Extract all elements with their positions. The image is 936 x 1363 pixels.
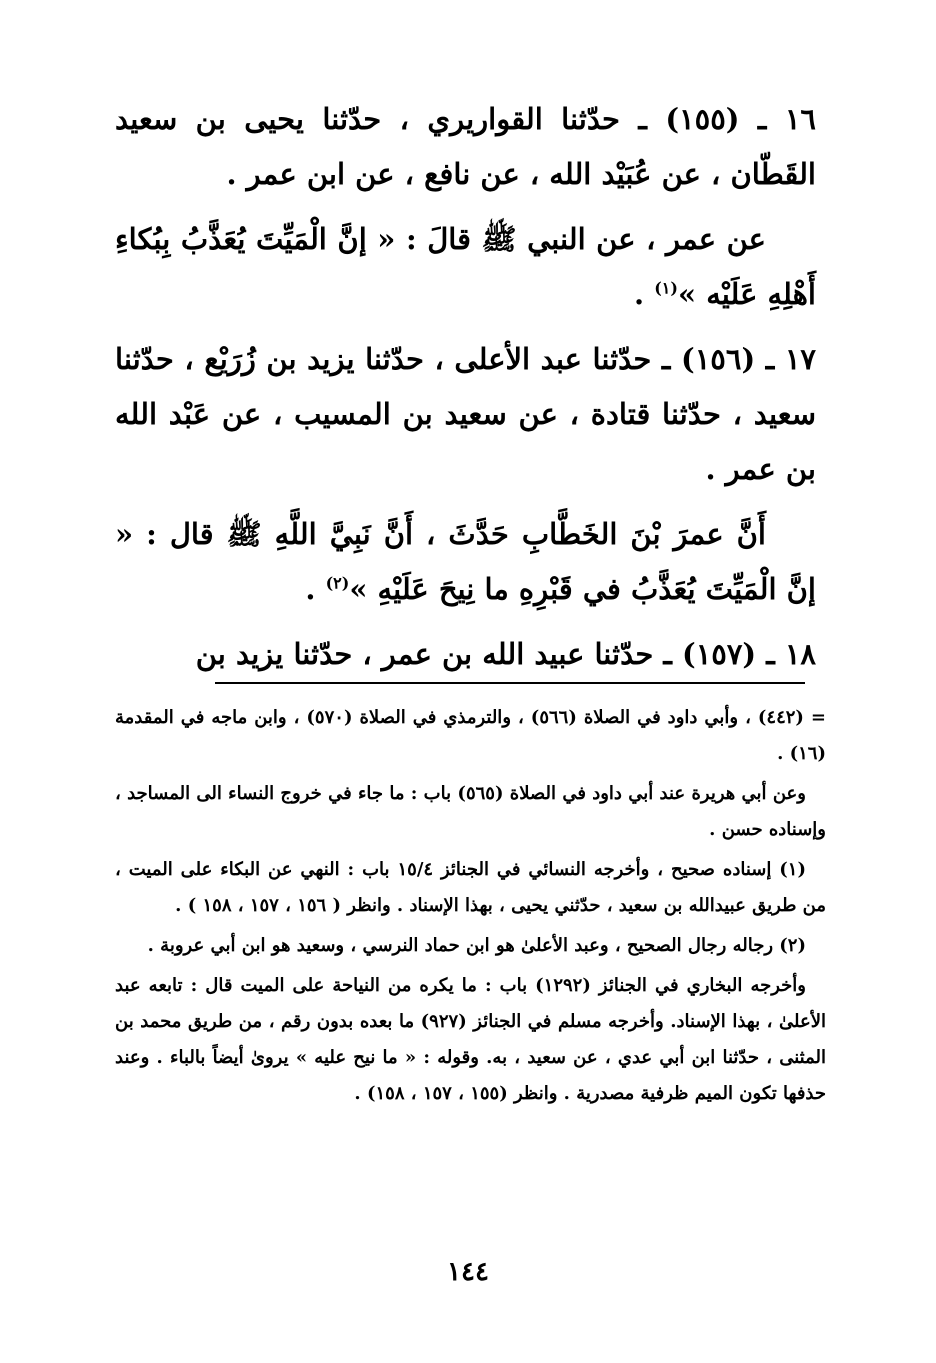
footnote-2: (٢) رجاله رجال الصحيح ، وعبد الأعلىٰ هو ابن حماد النرسي ، وسعيد هو ابن أبي عروبة . [147,935,806,956]
hadith-17-matn [115,507,816,617]
hadith-17-isnad: ١٧ ـ (١٥٦) ـ حدّثنا عبد الأعلى ، حدّثنا يزيد بن زُرَيْع ، حدّثنا سعيد ، حدّثنا قتادة ، عن سعيد بن المسيب ، عن عَبْد الله بن عمر . [115,342,816,486]
hadith-16-matn [115,212,816,322]
hadith-16-end: . [634,277,655,311]
hadith-17-text: أَنَّ عمرَ بْنَ الخَطَّابِ حَدَّثَ ، أَنَّ نَبِيَّ اللَّهِ ﷺ قال : « إنَّ الْمَيِّتَ يُعَذَّبُ في قَبْرِهِ ما نِيحَ عَلَيْهِ » [115,517,816,606]
hadith-16-isnad: ١٦ ـ (١٥٥) ـ حدّثنا القواريري ، حدّثنا يحيى بن سعيد القَطّان ، عن عُبَيْد الله ، عن نافع ، عن ابن عمر . [115,102,816,191]
hadith-17-end: . [305,572,326,606]
footnote-2-continued: وأخرجه البخاري في الجنائز (١٢٩٢) باب : ما يكره من النياحة على الميت قال : تابعه عبد الأعلىٰ ، بهذا الإسناد. وأخرجه مسلم في الجنائز (٩٢٧) ما بعده بدون رقم ، من طريق محمد بن المثنى ، حدّثنا ابن أبي عدي ، عن سعيد ، به. وقوله : « ما نيح عليه » يروىٰ أيضاً بالباء . وعند حذفها تكون الميم ظرفية مصدرية . وانظر (١٥٥ ، ١٥٧ ، ١٥٨) . [115,975,826,1104]
main-text-block [115,92,816,692]
footnotes-block [115,700,826,1116]
footnote-1: (١) إسناده صحيح ، وأخرجه النسائي في الجنائز ١٥/٤ باب : النهي عن البكاء على الميت ، من طريق عبيدالله بن سعيد ، حدّثني يحيى ، بهذا الإسناد . وانظر ( ١٥٦ ، ١٥٧ ، ١٥٨ ) . [115,859,826,916]
footnote-continuation-2: وعن أبي هريرة عند أبي داود في الصلاة (٥٦٥) باب : ما جاء في خروج النساء الى المساجد ، وإسناده حسن . [115,783,826,840]
footnote-continuation: = (٤٤٢) ، وأبي داود في الصلاة (٥٦٦) ، والترمذي في الصلاة (٥٧٠) ، وابن ماجه في المقدمة (١٦) . [115,707,827,764]
footnote-divider [215,682,805,684]
hadith-16-text: عن عمر ، عن النبي ﷺ قالَ : « إنَّ الْمَيِّتَ يُعَذَّبُ بِبُكاءِ أَهْلِهِ عَلَيْه » [115,222,816,311]
footnote-ref-1[interactable]: (١) [654,278,678,298]
footnote-ref-2[interactable]: (٢) [325,573,350,593]
hadith-18-isnad: ١٨ ـ (١٥٧) ـ حدّثنا عبيد الله بن عمر ، حدّثنا يزيد بن [195,637,816,671]
page-number: ١٤٤ [447,1257,489,1287]
